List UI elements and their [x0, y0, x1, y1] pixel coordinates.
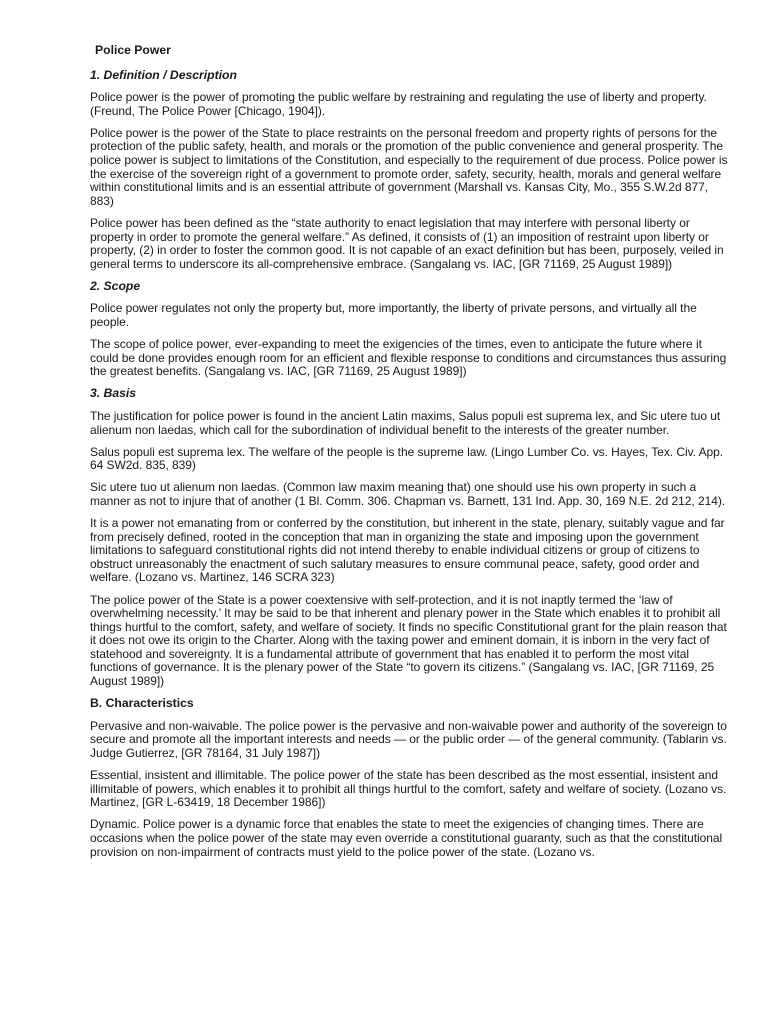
- paragraph: Dynamic. Police power is a dynamic force that enables the state to meet the exigencies of changing times. There are occasions when the police power of the state may even override a constitutional guaranty, such as that the constitutional provision on non-impairment of contracts must yield to the police power of the state. (Lozano vs.: [90, 817, 723, 859]
- paragraph: It is a power not emanating from or conferred by the constitution, but inherent in the state, plenary, suitably vague and far from precisely defined, rooted in the conception that man in organizing the state and imposing upon the government limitations to safeguard constitutional rights did not intend thereby to enable individual citizens or group of citizens to obstruct unreasonably the enactment of such salutary measures to ensure communal peace, safety, good order and welfare. (Lozano vs. Martinez, 146 SCRA 323): [90, 516, 725, 585]
- document-content: [90, 44, 732, 859]
- paragraph: Police power is the power of the State to place restraints on the personal freedom and property rights of persons for the protection of the public safety, health, and morals or the promotion of the public convenience and general prosperity. The police power is subject to limitations of the Constitution, and especially to the requirement of due process. Police power is the exercise of the sovereign right of a government to promote order, safety, security, health, morals and general welfare within constitutional limits and is an essential attribute of government (Marshall vs. Kansas City, Mo., 355 S.W.2d 877, 883): [90, 125, 728, 208]
- paragraph: Pervasive and non-waivable. The police power is the pervasive and non-waivable power and authority of the sovereign to secure and promote all the important interests and needs — or the public order — of the general community. (Tablarin vs. Judge Gutierrez, [GR 78164, 31 July 1987]): [90, 718, 727, 760]
- paragraph: Essential, insistent and illimitable. The police power of the state has been described as the most essential, insistent and illimitable of powers, which enables it to prohibit all things hurtful to the comfort, safety and welfare of society. (Lozano vs. Martinez, [GR L-63419, 18 December 1986]): [90, 768, 727, 810]
- paragraph: The justification for police power is found in the ancient Latin maxims, Salus populi est suprema lex, and Sic utere tuo ut alienum non laedas, which call for the subordination of individual benefit to the interests of the greater number.: [90, 408, 721, 437]
- paragraph: Sic utere tuo ut alienum non laedas. (Common law maxim meaning that) one should use his own property in such a manner as not to injure that of another (1 Bl. Comm. 306. Chapman vs. Barnett, 131 Ind. App. 30, 169 N.E. 2d 212, 214).: [90, 480, 726, 508]
- section-scope: [90, 280, 732, 379]
- paragraph: The scope of police power, ever-expanding to meet the exigencies of the times, even to anticipate the future where it could be done provides enough room for an efficient and flexible response to conditions and circumstances thus assuring the greatest benefits. (Sangalang vs. IAC, [GR 71169, 25 August 1989]): [90, 337, 727, 379]
- section-heading: 1. Definition / Description: [90, 67, 237, 82]
- paragraph: Police power is the power of promoting the public welfare by restraining and regulating the use of liberty and property. (Freund, The Police Power [Chicago, 1904]).: [90, 90, 707, 118]
- section-definition: [90, 69, 732, 272]
- section-heading: 2. Scope: [90, 278, 141, 293]
- section-heading: 3. Basis: [90, 386, 137, 401]
- section-heading: B. Characteristics: [90, 696, 194, 711]
- section-basis: [90, 387, 732, 688]
- paragraph: Police power has been defined as the “state authority to enact legislation that may interfere with personal liberty or property in order to promote the general welfare.” As defined, it consists of (1) an imposition of restraint upon liberty or property, (2) in order to foster the common good. It is not capable of an exact definition but has been, purposely, veiled in general terms to underscore its all-comprehensive embrace. (Sangalang vs. IAC, [GR 71169, 25 August 1989]): [90, 215, 724, 271]
- document-title: Police Power: [95, 43, 171, 57]
- paragraph: The police power of the State is a power coextensive with self-protection, and it is not inaptly termed the ‘law of overwhelming necessity.’ It may be said to be that inherent and plenary power in the State which enables it to prohibit all things hurtful to the comfort, safety, and welfare of society. It finds no specific Constitutional grant for the plain reason that it does not owe its origin to the Charter. Along with the taxing power and eminent domain, it is inborn in the very fact of statehood and sovereignty. It is a fundamental attribute of government that has enabled it to perform the most vital functions of governance. It is the plenary power of the State “to govern its citizens.” (Sangalang vs. IAC, [GR 71169, 25 August 1989]): [90, 592, 727, 689]
- paragraph: Salus populi est suprema lex. The welfare of the people is the supreme law. (Lingo Lumber Co. vs. Hayes, Tex. Civ. App. 64 SW2d. 835, 839): [90, 444, 724, 473]
- section-characteristics: [90, 697, 732, 859]
- paragraph: Police power regulates not only the property but, more importantly, the liberty of private persons, and virtually all the people.: [90, 301, 697, 329]
